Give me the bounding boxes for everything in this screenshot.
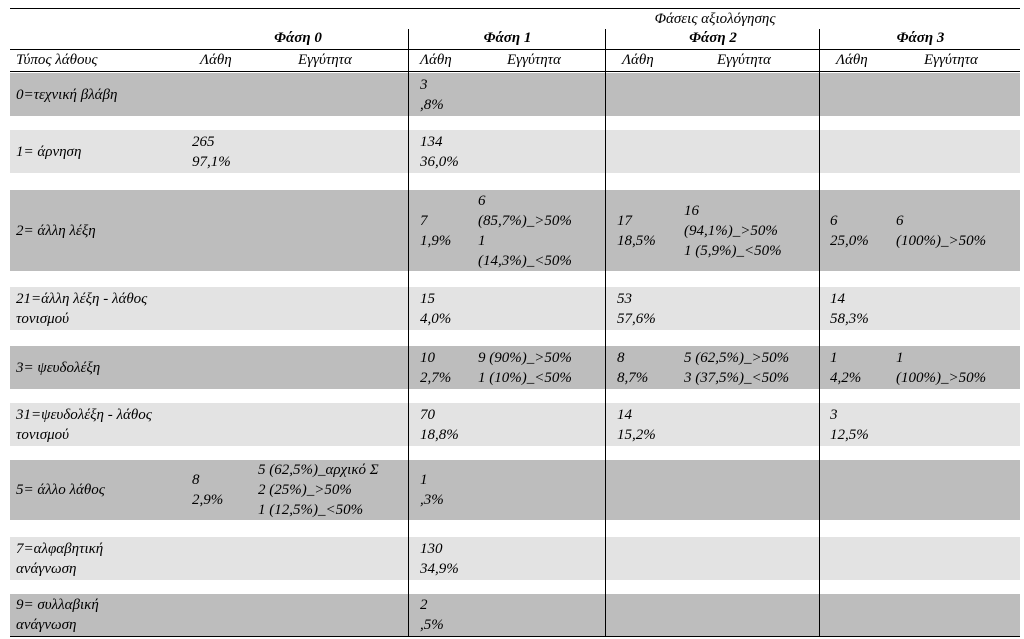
- phase-1-errors-cell: 15: [420, 291, 435, 307]
- phase-0-title: Φάση 0: [274, 30, 322, 46]
- phase-2-errors-cell: 18,5%: [617, 233, 656, 249]
- phase-0-errors-header: Λάθη: [200, 52, 232, 68]
- phase-2-proximity-cell: 16: [684, 203, 699, 219]
- phase-3-proximity-cell: (100%)_>50%: [896, 370, 987, 386]
- phase-1-errors-cell: 3: [420, 77, 428, 93]
- phase-2-errors-cell: 14: [617, 407, 632, 423]
- table-row: [10, 537, 1020, 580]
- error-type-label: 2= άλλη λέξη: [16, 223, 96, 239]
- phase-1-errors-cell: 1: [420, 472, 428, 488]
- phase-3-title: Φάση 3: [896, 30, 945, 46]
- phase-2-errors-cell: 17: [617, 213, 632, 229]
- phase-0-errors-cell: 8: [192, 472, 200, 488]
- phase-1-errors-cell: 10: [420, 350, 435, 366]
- phase-3-proximity-cell: (100%)_>50%: [896, 233, 987, 249]
- table-bottom-rule: [10, 636, 1020, 637]
- header-bottom-rule: [10, 71, 1020, 72]
- phase-0-errors-cell: 97,1%: [192, 154, 231, 170]
- phase-2-proximity-cell: 3 (37,5%)_<50%: [684, 370, 790, 386]
- phase-3-errors-cell: 1: [830, 350, 838, 366]
- phase-1-proximity-cell: (14,3%)_<50%: [478, 253, 572, 269]
- error-type-label: 1= άρνηση: [16, 144, 82, 160]
- error-type-label: τονισμού: [16, 311, 70, 327]
- phase-2-errors-cell: 57,6%: [617, 311, 656, 327]
- error-type-label: 9= συλλαβική: [16, 597, 99, 613]
- phase-2-proximity-cell: 1 (5,9%)_<50%: [684, 243, 782, 259]
- phase-3-divider: [819, 29, 820, 637]
- phase-3-errors-cell: 14: [830, 291, 845, 307]
- phase-1-errors-cell: 4,0%: [420, 311, 452, 327]
- phase-1-proximity-cell: 6: [478, 193, 486, 209]
- error-type-label: 31=ψευδολέξη - λάθος: [16, 407, 152, 423]
- phase-0-errors-cell: 2,9%: [192, 492, 224, 508]
- phase-2-errors-header: Λάθη: [622, 52, 654, 68]
- phase-1-proximity-cell: 1: [478, 233, 486, 249]
- phase-1-divider: [408, 29, 409, 637]
- table-row: [10, 73, 1020, 116]
- phase-1-errors-cell: 18,8%: [420, 427, 459, 443]
- phase-0-proximity-header: Εγγύτητα: [298, 52, 352, 68]
- phase-3-proximity-cell: 6: [896, 213, 904, 229]
- error-type-label: 3= ψευδολέξη: [16, 360, 101, 376]
- error-type-label: 21=άλλη λέξη - λάθος: [16, 291, 148, 307]
- phase-1-errors-cell: 134: [420, 134, 443, 150]
- phase-1-errors-cell: ,3%: [420, 492, 444, 508]
- phase-3-errors-cell: 4,2%: [830, 370, 862, 386]
- phase-0-errors-cell: 265: [192, 134, 215, 150]
- phase-2-proximity-cell: (94,1%)_>50%: [684, 223, 778, 239]
- phase-1-errors-cell: 7: [420, 213, 428, 229]
- phase-3-errors-cell: 25,0%: [830, 233, 869, 249]
- error-type-label: 5= άλλο λάθος: [16, 482, 105, 498]
- phase-1-errors-cell: 34,9%: [420, 561, 459, 577]
- phase-0-proximity-cell: 2 (25%)_>50%: [258, 482, 352, 498]
- phase-1-proximity-cell: (85,7%)_>50%: [478, 213, 572, 229]
- phase-3-errors-cell: 58,3%: [830, 311, 869, 327]
- phase-1-proximity-cell: 9 (90%)_>50%: [478, 350, 572, 366]
- phase-2-proximity-header: Εγγύτητα: [717, 52, 771, 68]
- phase-1-errors-cell: 130: [420, 541, 443, 557]
- phase-0-proximity-cell: 5 (62,5%)_αρχικό Σ: [258, 462, 379, 478]
- error-type-label: 0=τεχνική βλάβη: [16, 87, 118, 103]
- phase-1-errors-cell: 36,0%: [420, 154, 459, 170]
- table-row: [10, 130, 1020, 173]
- error-type-label: ανάγνωση: [16, 617, 77, 633]
- phase-2-proximity-cell: 5 (62,5%)_>50%: [684, 350, 790, 366]
- phase-1-proximity-header: Εγγύτητα: [507, 52, 561, 68]
- error-type-label: 7=αλφαβητική: [16, 541, 104, 557]
- table-row: [10, 594, 1020, 636]
- phase-1-errors-header: Λάθη: [420, 52, 452, 68]
- phase-3-errors-cell: 3: [830, 407, 838, 423]
- phase-1-errors-cell: 2,7%: [420, 370, 452, 386]
- group-title: Φάσεις αξιολόγησης: [654, 11, 776, 27]
- phase-3-proximity-cell: 1: [896, 350, 904, 366]
- phase-2-errors-cell: 53: [617, 291, 632, 307]
- table-row: [10, 460, 1020, 520]
- phase-2-title: Φάση 2: [689, 30, 737, 46]
- error-type-label: τονισμού: [16, 427, 70, 443]
- phase-1-errors-cell: ,8%: [420, 97, 444, 113]
- phase-1-errors-cell: 70: [420, 407, 435, 423]
- phase-1-errors-cell: 1,9%: [420, 233, 452, 249]
- phase-3-errors-cell: 6: [830, 213, 838, 229]
- phase-3-proximity-header: Εγγύτητα: [924, 52, 978, 68]
- error-type-label: ανάγνωση: [16, 561, 77, 577]
- type-column-header: Τύπος λάθους: [16, 52, 98, 68]
- phase-1-errors-cell: 2: [420, 597, 428, 613]
- phase-2-errors-cell: 15,2%: [617, 427, 656, 443]
- phase-3-errors-header: Λάθη: [836, 52, 868, 68]
- phase-2-errors-cell: 8: [617, 350, 625, 366]
- phase-1-proximity-cell: 1 (10%)_<50%: [478, 370, 572, 386]
- phase-1-title: Φάση 1: [483, 30, 532, 46]
- phase-2-errors-cell: 8,7%: [617, 370, 649, 386]
- phase-1-errors-cell: ,5%: [420, 617, 444, 633]
- phase-2-divider: [605, 29, 606, 637]
- phase-0-proximity-cell: 1 (12,5%)_<50%: [258, 502, 364, 518]
- phase-3-errors-cell: 12,5%: [830, 427, 869, 443]
